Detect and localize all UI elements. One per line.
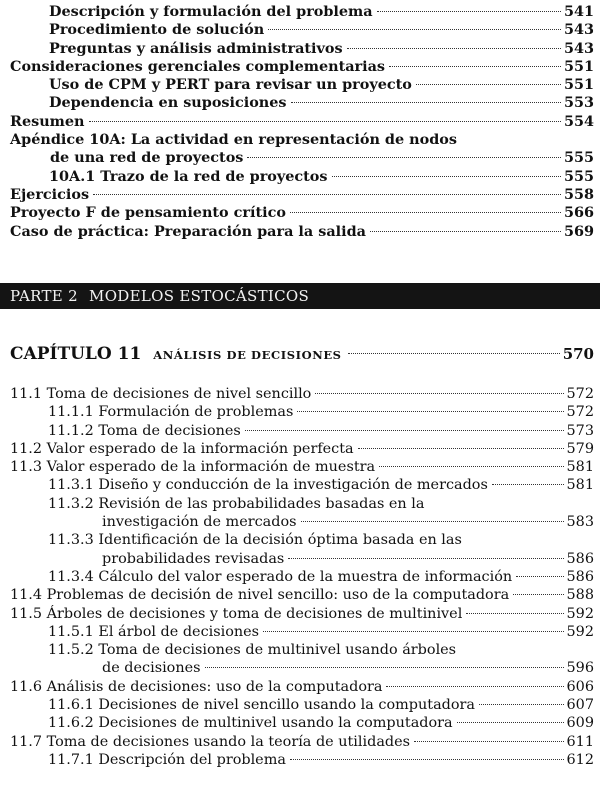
dot-leader <box>370 231 561 232</box>
toc-entry-page: 579 <box>566 440 594 457</box>
dot-leader <box>513 594 563 595</box>
toc-entry-continuation <box>0 513 600 531</box>
toc-entry-page: 607 <box>566 697 594 714</box>
toc-entry-label: 11.1.2 Toma de decisiones <box>48 422 241 439</box>
chapter-label: CAPÍTULO 11 <box>10 344 142 364</box>
dot-leader <box>268 29 561 30</box>
toc-entry-label: Dependencia en suposiciones <box>49 94 287 112</box>
toc-entry-label: 11.3 Valor esperado de la información de muestra <box>10 459 376 476</box>
toc-entry <box>0 733 600 751</box>
toc-entry-label: 11.6.2 Decisiones de multinivel usando la computadora <box>48 715 453 732</box>
toc-entry-page: 581 <box>566 459 594 476</box>
dot-leader <box>457 722 564 723</box>
toc-entry-label: 11.3.2 Revisión de las probabilidades basadas en la <box>48 495 425 512</box>
dot-leader <box>389 66 561 67</box>
toc-entry-page: 611 <box>566 733 594 750</box>
toc-entry <box>0 58 600 76</box>
toc-entry-label: 11.6 Análisis de decisiones: uso de la computadora <box>10 678 383 695</box>
chapter-page: 570 <box>562 345 594 363</box>
toc-entry <box>0 531 600 549</box>
toc-entry-label: 11.4 Problemas de decisión de nivel sencillo: uso de la computadora <box>10 587 510 604</box>
toc-entry-page: 583 <box>566 514 594 531</box>
toc-entry-page: 573 <box>566 422 594 439</box>
toc-entry-label: Apéndice 10A: La actividad en representación de nodos <box>10 131 457 149</box>
dot-leader <box>301 521 564 522</box>
part-heading-bar <box>0 283 600 309</box>
toc-entry <box>0 714 600 732</box>
toc-entry <box>0 458 600 476</box>
dot-leader <box>379 466 563 467</box>
dot-leader <box>263 631 563 632</box>
toc-entry-page: 612 <box>566 751 594 768</box>
toc-entry <box>0 385 600 403</box>
toc-entry-page: 543 <box>563 39 594 57</box>
part-label: PARTE 2 <box>10 287 78 305</box>
toc-entry-label: 11.3.3 Identificación de la decisión óptima basada en las <box>48 532 462 549</box>
toc-entry <box>0 204 600 222</box>
chapter-title: ANÁLISIS DE DECISIONES <box>153 348 342 362</box>
dot-leader <box>290 212 561 213</box>
toc-entry-page: 572 <box>566 404 594 421</box>
toc-entry <box>0 495 600 513</box>
toc-entry <box>0 403 600 421</box>
toc-entry-page: 581 <box>566 477 594 494</box>
toc-entry-label: Caso de práctica: Preparación para la salida <box>10 222 366 240</box>
dot-leader <box>89 121 561 122</box>
toc-entry-label: 11.1.1 Formulación de problemas <box>48 404 294 421</box>
toc-entry <box>0 94 600 112</box>
toc-entry-continuation <box>0 659 600 677</box>
dot-leader <box>377 11 561 12</box>
toc-entry <box>0 223 600 241</box>
toc-entry <box>0 605 600 623</box>
toc-entry-label: 10A.1 Trazo de la red de proyectos <box>49 167 328 185</box>
dot-leader <box>479 704 564 705</box>
toc-entry <box>0 440 600 458</box>
toc-entry-label: 11.3.4 Cálculo del valor esperado de la muestra de información <box>48 568 513 585</box>
toc-entry-page: 569 <box>563 222 594 240</box>
toc-entry-page: 606 <box>566 678 594 695</box>
dot-leader <box>288 558 563 559</box>
toc-entry-page: 551 <box>563 57 594 75</box>
dot-leader <box>290 759 564 760</box>
toc-entry-label: 11.7 Toma de decisiones usando la teoría de utilidades <box>10 733 411 750</box>
toc-entry-label: de decisiones <box>102 660 201 677</box>
toc-entry-page: 592 <box>566 605 594 622</box>
toc-entry-page: 553 <box>563 94 594 112</box>
toc-entry-label: investigación de mercados <box>102 514 297 531</box>
toc-entry-label: Consideraciones gerenciales complementarias <box>10 57 386 75</box>
toc-entry-page: 558 <box>563 185 594 203</box>
toc-entry-label: de una red de proyectos <box>50 149 244 167</box>
dot-leader <box>245 430 564 431</box>
dot-leader <box>297 411 563 412</box>
toc-entry <box>0 40 600 58</box>
dot-leader <box>466 613 563 614</box>
dot-leader <box>492 484 564 485</box>
dot-leader <box>348 353 560 354</box>
toc-entry-page: 543 <box>563 21 594 39</box>
toc-entry <box>0 696 600 714</box>
chapter-heading <box>0 342 600 366</box>
dot-leader <box>347 48 561 49</box>
toc-entry <box>0 751 600 769</box>
toc-entry-label: Descripción y formulación del problema <box>49 3 373 20</box>
toc-entry <box>0 113 600 131</box>
toc-entry-continuation <box>0 149 600 167</box>
toc-entry-label: Proyecto F de pensamiento crítico <box>10 204 286 222</box>
toc-entry <box>0 623 600 641</box>
toc-entry <box>0 678 600 696</box>
toc-entry <box>0 641 600 659</box>
toc-entry-label: 11.1 Toma de decisiones de nivel sencillo <box>10 386 312 402</box>
toc-entry-label: Uso de CPM y PERT para revisar un proyecto <box>49 76 412 94</box>
toc-entry <box>0 168 600 186</box>
toc-chapter-section <box>0 385 600 769</box>
toc-entry-label: Procedimiento de solución <box>49 21 265 39</box>
toc-entry-page: 572 <box>566 386 594 402</box>
toc-entry <box>0 21 600 39</box>
part-title: MODELOS ESTOCÁSTICOS <box>89 287 310 305</box>
dot-leader <box>332 176 561 177</box>
dot-leader <box>416 84 561 85</box>
toc-entry <box>0 3 600 21</box>
dot-leader <box>291 102 561 103</box>
dot-leader <box>414 741 564 742</box>
toc-entry-page: 554 <box>563 112 594 130</box>
toc-entry-label: 11.5 Árboles de decisiones y toma de decisiones de multinivel <box>10 605 463 622</box>
toc-entry-page: 609 <box>566 715 594 732</box>
toc-entry-page: 551 <box>563 76 594 94</box>
toc-entry-page: 555 <box>563 149 594 167</box>
dot-leader <box>315 393 563 394</box>
toc-entry-page: 586 <box>566 568 594 585</box>
dot-leader <box>358 448 564 449</box>
toc-entry-label: 11.5.1 El árbol de decisiones <box>48 623 260 640</box>
toc-entry <box>0 131 600 149</box>
toc-entry <box>0 422 600 440</box>
toc-entry-page: 586 <box>566 550 594 567</box>
toc-entry-label: Ejercicios <box>10 185 90 203</box>
toc-entry <box>0 76 600 94</box>
toc-entry-page: 566 <box>563 204 594 222</box>
toc-entry-label: 11.5.2 Toma de decisiones de multinivel usando árboles <box>48 642 457 659</box>
toc-entry-page: 596 <box>566 660 594 677</box>
toc-entry-label: probabilidades revisadas <box>102 550 285 567</box>
dot-leader <box>93 194 561 195</box>
dot-leader <box>247 157 561 158</box>
toc-entry-continuation <box>0 550 600 568</box>
toc-entry <box>0 568 600 586</box>
toc-entry-label: Resumen <box>10 112 85 130</box>
toc-entry-page: 555 <box>563 167 594 185</box>
toc-entry-label: 11.7.1 Descripción del problema <box>48 751 286 768</box>
toc-entry-page: 592 <box>566 623 594 640</box>
toc-entry-label: Preguntas y análisis administrativos <box>49 39 343 57</box>
dot-leader <box>205 667 564 668</box>
toc-entry <box>0 476 600 494</box>
toc-entry <box>0 586 600 604</box>
dot-leader <box>516 576 563 577</box>
toc-entry-page: 541 <box>563 3 594 20</box>
toc-entry-page: 588 <box>566 587 594 604</box>
toc-entry <box>0 186 600 204</box>
toc-top-section <box>0 3 600 241</box>
toc-entry-label: 11.6.1 Decisiones de nivel sencillo usando la computadora <box>48 697 475 714</box>
toc-entry-label: 11.3.1 Diseño y conducción de la investigación de mercados <box>48 477 488 494</box>
dot-leader <box>386 686 563 687</box>
toc-entry-label: 11.2 Valor esperado de la información perfecta <box>10 440 354 457</box>
